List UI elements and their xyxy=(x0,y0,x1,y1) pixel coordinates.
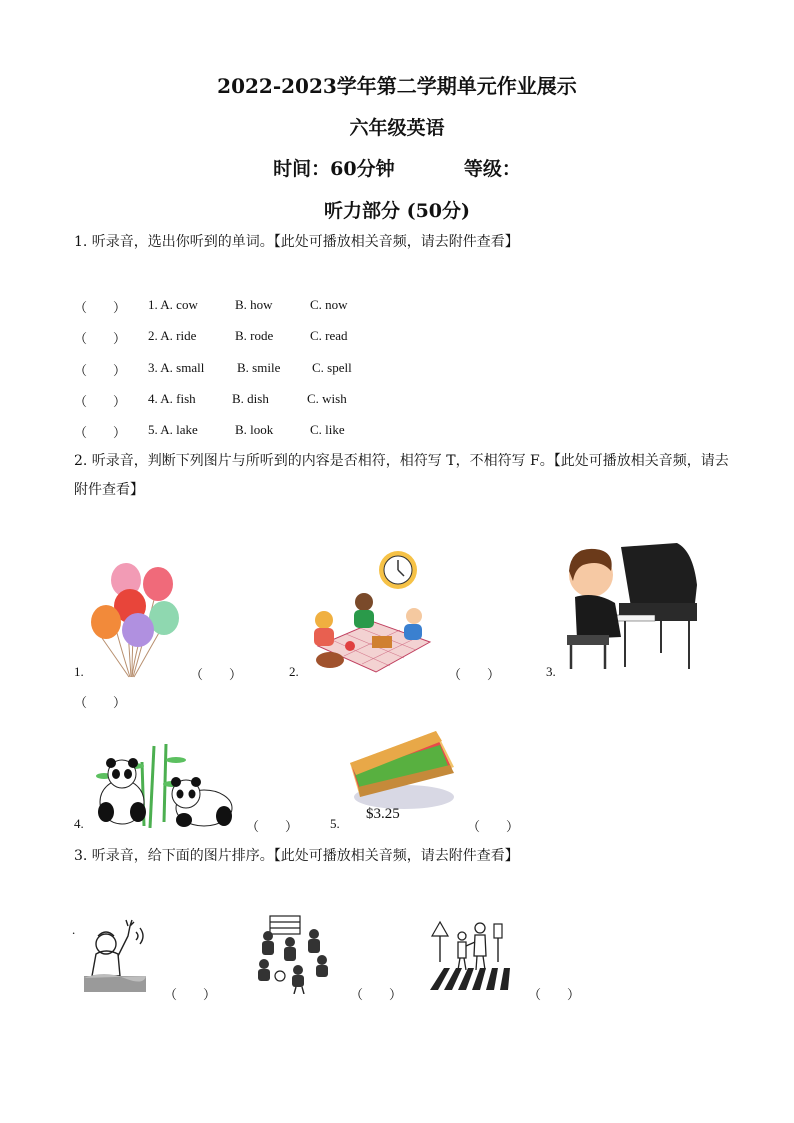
option-b: B. look xyxy=(235,422,274,437)
answer-blank[interactable]: （ ） xyxy=(74,425,127,440)
option-a: 5. A. lake xyxy=(148,422,198,437)
q1-item xyxy=(74,422,474,442)
time-grade-line xyxy=(0,154,794,181)
answer-blank[interactable]: （ ） xyxy=(74,300,127,315)
option-c: C. spell xyxy=(312,360,352,375)
option-c: C. read xyxy=(310,328,348,343)
q2-label-2: 2. xyxy=(289,664,299,679)
option-c: C. now xyxy=(310,297,348,312)
q1-item xyxy=(74,391,474,411)
option-a: 1. A. cow xyxy=(148,297,198,312)
answer-blank[interactable]: （ ） xyxy=(74,331,127,346)
bullet-dot: . xyxy=(72,922,76,937)
sandwich-image xyxy=(346,727,456,811)
q2-prompt-line2: 附件查看】 xyxy=(74,482,144,498)
answer-blank[interactable]: （ ） xyxy=(190,667,243,682)
option-b: B. dish xyxy=(232,391,269,406)
pandas-image xyxy=(94,742,236,828)
q2-label-5: 5. xyxy=(330,816,340,831)
answer-blank[interactable]: （ ） xyxy=(246,819,299,834)
q1-prompt: 1. 听录音，选出你听到的单词。【此处可播放相关音频，请去附件查看】 xyxy=(74,234,519,250)
answer-blank[interactable]: （ ） xyxy=(350,987,403,1002)
q2-prompt-line1: 2. 听录音，判断下列图片与所听到的内容是否相符，相符写 T，不相符写 F。【此处可播放相关音频，请去 xyxy=(74,453,729,469)
kids-playing-football-image xyxy=(250,914,336,994)
q2-label-3: 3. xyxy=(546,664,556,679)
answer-blank[interactable]: （ ） xyxy=(74,394,127,409)
option-c: C. wish xyxy=(307,391,347,406)
page-title: 2022-2023学年第二学期单元作业展示 xyxy=(217,74,577,98)
option-b: B. how xyxy=(235,297,273,312)
q1-item xyxy=(74,328,474,348)
option-b: B. rode xyxy=(235,328,274,343)
time-label: 时间：60分钟 xyxy=(273,158,395,180)
q2-prompt xyxy=(74,447,734,505)
q2-label-4: 4. xyxy=(74,816,84,831)
waving-boy-image xyxy=(84,918,150,994)
answer-blank[interactable]: （ ） xyxy=(448,667,501,682)
option-a: 3. A. small xyxy=(148,360,205,375)
price-label: $3.25 xyxy=(366,806,400,822)
option-b: B. smile xyxy=(237,360,281,375)
grade-label: 等级： xyxy=(463,158,521,180)
answer-blank[interactable]: （ ） xyxy=(74,363,127,378)
q1-item xyxy=(74,297,474,317)
balloons-image xyxy=(86,562,182,678)
page-subtitle: 六年级英语 xyxy=(349,117,445,139)
option-a: 2. A. ride xyxy=(148,328,197,343)
section-title: 听力部分 (50分) xyxy=(323,200,471,222)
option-c: C. like xyxy=(310,422,345,437)
q2-label-1: 1. xyxy=(74,664,84,679)
picnic-image xyxy=(304,550,436,678)
answer-blank[interactable]: （ ） xyxy=(74,695,127,710)
answer-blank[interactable]: （ ） xyxy=(467,819,520,834)
q3-prompt: 3. 听录音，给下面的图片排序。【此处可播放相关音频，请去附件查看】 xyxy=(74,848,519,864)
answer-blank[interactable]: （ ） xyxy=(528,987,581,1002)
answer-blank[interactable]: （ ） xyxy=(164,987,217,1002)
piano-boy-image xyxy=(561,541,699,677)
q1-item xyxy=(74,360,474,380)
crosswalk-image xyxy=(430,918,512,992)
option-a: 4. A. fish xyxy=(148,391,196,406)
